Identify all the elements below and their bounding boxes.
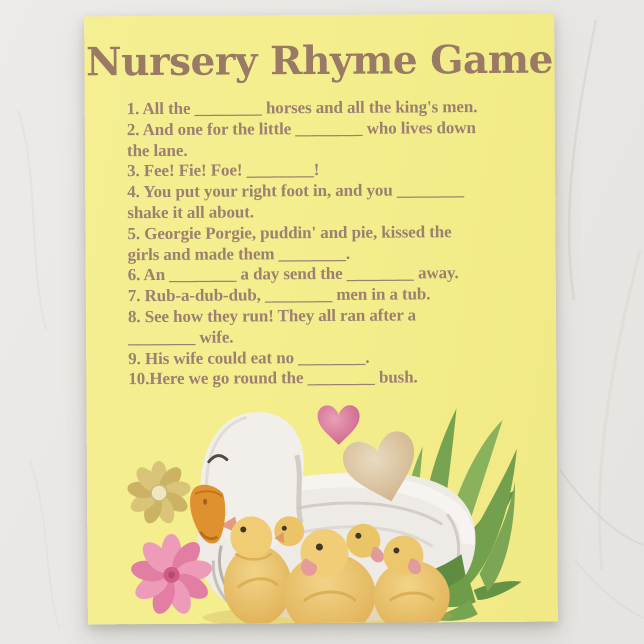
goose-family-illustration (116, 394, 537, 625)
quiz-line-5: 5. Georgie Porgie, puddin' and pie, kissed the (127, 221, 452, 243)
quiz-line-8: 8. See how they run! They all ran after a (127, 305, 417, 327)
quiz-line-4b: shake it all about. (127, 202, 254, 223)
quiz-list (85, 97, 557, 391)
quiz-line-9: 9. His wife could eat no ________. (128, 347, 370, 368)
quiz-line-2b: the lane. (126, 140, 188, 160)
quiz-line-10: 10.Here we go round the ________ bush. (128, 367, 418, 389)
quiz-line-1: 1. All the ________ horses and all the king's men. (126, 97, 478, 119)
goose-beak (190, 485, 226, 544)
gold-daisy-flower (126, 461, 192, 526)
quiz-line-6: 6. An ________ a day send the ________ away. (127, 263, 459, 285)
page-title: Nursery Rhyme Game (85, 36, 553, 86)
duckling-peeking (274, 516, 304, 546)
quiz-line-5b: girls and made them ________. (127, 243, 351, 264)
quiz-line-2: 2. And one for the little ________ who lives down (126, 117, 476, 139)
pink-heart (318, 405, 360, 445)
quiz-line-4: 4. You put your right foot in, and you ________ (127, 180, 465, 202)
quiz-line-7: 7. Rub-a-dub-dub, ________ men in a tub. (127, 284, 431, 306)
nursery-rhyme-flyer (84, 14, 558, 625)
quiz-line-3: 3. Fee! Fie! Foe! ________! (127, 160, 320, 181)
quiz-line-8b: ________ wife. (128, 327, 234, 347)
